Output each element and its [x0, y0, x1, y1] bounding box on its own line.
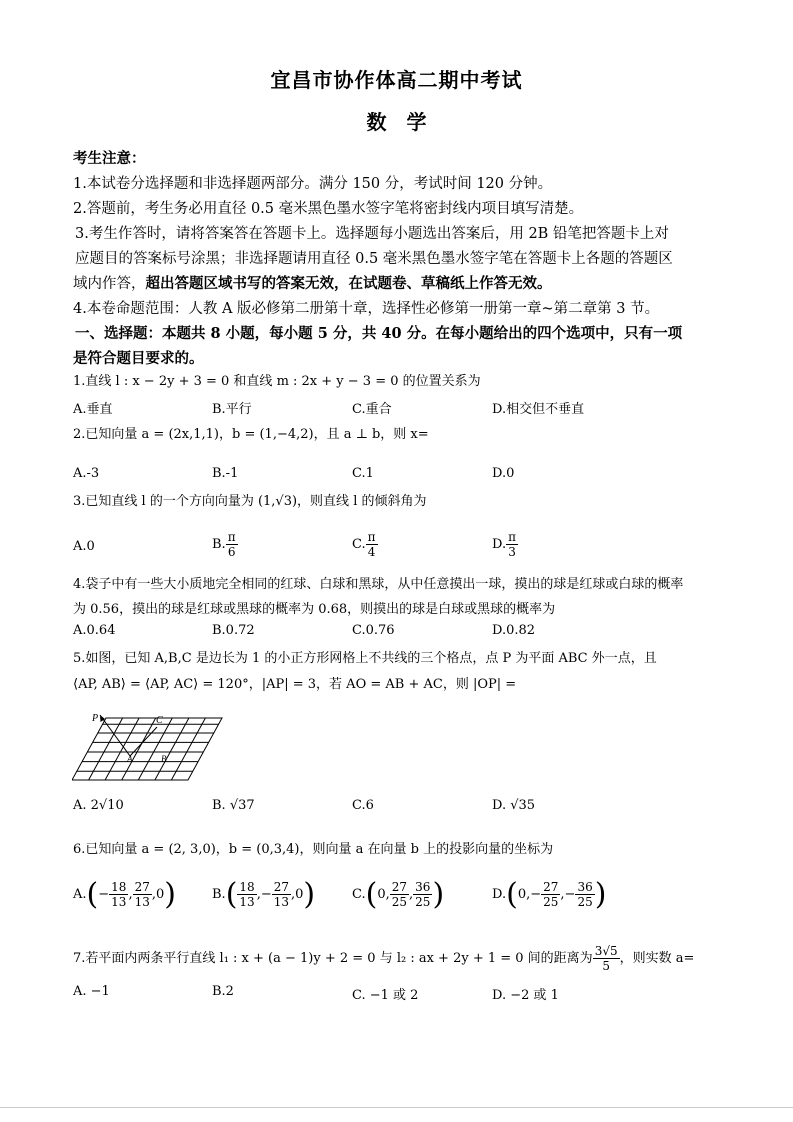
- q7-option-c: C. −1 或 2: [352, 988, 419, 1003]
- notice-heading: 考生注意：: [73, 150, 146, 167]
- q1-option-b: B.平行: [212, 402, 252, 417]
- notice-warning: 超出答题区域书写的答案无效，在试题卷、草稿纸上作答无效。: [145, 275, 552, 292]
- q3-option-b: B. $\frac{\pi}{6}$: [212, 530, 236, 559]
- q7-option-a: A. −1: [73, 984, 110, 999]
- notice-text: 域内作答，: [73, 276, 146, 292]
- q4-option-a: A.0.64: [73, 623, 116, 638]
- q5-option-c: C.6: [352, 798, 374, 813]
- q1-option-d: D.相交但不垂直: [492, 402, 585, 417]
- q6-option-b: B.( $\frac{18}{13}$ ,− $\frac{27}{13}$ ,0): [212, 877, 316, 912]
- question-2-stem: 2.已知向量 a = (2x,1,1)，b = (1,−4,2)，且 a ⊥ b，则 x=: [73, 427, 429, 442]
- notice-line: 1.本试卷分选择题和非选择题两部分。满分 150 分，考试时间 120 分钟。: [73, 176, 553, 192]
- question-5-line: 5.如图，已知 A,B,C 是边长为 1 的小正方形网格上不共线的三个格点，点 P 为平面 ABC 外一点，且: [73, 651, 657, 666]
- question-3-stem: 3.已知直线 l 的一个方向向量为 (1,√3)，则直线 l 的倾斜角为: [73, 494, 427, 509]
- q7-option-b: B.2: [212, 984, 234, 999]
- label-b: B: [161, 754, 167, 764]
- q4-option-b: B.0.72: [212, 623, 255, 638]
- q5-option-a: A. 2√10: [73, 798, 124, 813]
- q2-option-c: C.1: [352, 466, 374, 481]
- q6-option-c: C.(0, $\frac{27}{25}$ , $\frac{36}{25}$ ): [352, 877, 445, 912]
- grid-figure: [72, 710, 227, 785]
- q3-option-d: D. $\frac{\pi}{3}$: [492, 530, 516, 559]
- q2-option-b: B.-1: [212, 466, 239, 481]
- page-title: 宜昌市协作体高二期中考试: [270, 68, 523, 92]
- notice-line: 3.考生作答时，请将答案答在答题卡上。选择题每小题选出答案后，用 2B 铅笔把答题卡上对: [75, 226, 669, 242]
- page-bottom-divider: [0, 1107, 793, 1108]
- question-4-line: 为 0.56，摸出的球是红球或黑球的概率为 0.68，则摸出的球是白球或黑球的概率为: [73, 602, 556, 617]
- section-heading: 是符合题目要求的。: [73, 350, 204, 367]
- q7-option-d: D. −2 或 1: [492, 988, 559, 1003]
- label-c: C: [156, 715, 163, 726]
- q2-option-a: A.-3: [73, 466, 100, 481]
- q2-option-d: D.0: [492, 466, 515, 481]
- notice-line: [73, 272, 552, 293]
- notice-line: 4.本卷命题范围：人教 A 版必修第二册第十章，选择性必修第一册第一章~第二章第 3 节。: [73, 301, 660, 317]
- q4-option-c: C.0.76: [352, 623, 395, 638]
- question-5-line: ⟨AP, AB⟩ = ⟨AP, AC⟩ = 120°，|AP| = 3，若 AO = AB + AC，则 |OP| =: [73, 677, 517, 692]
- subject-title: 数 学: [366, 110, 427, 134]
- q5-option-b: B. √37: [212, 798, 255, 813]
- label-p: P: [92, 713, 99, 724]
- section-heading: 一、选择题：本题共 8 小题，每小题 5 分，共 40 分。在每小题给出的四个选项中，只有一项: [75, 325, 683, 342]
- q3-option-c: C. $\frac{\pi}{4}$: [352, 530, 376, 559]
- q4-option-d: D.0.82: [492, 623, 536, 638]
- notice-line: 应题目的答案标号涂黑；非选择题请用直径 0.5 毫米黑色墨水签字笔在答题卡上各题的答题区: [75, 251, 673, 267]
- label-a: A: [127, 754, 133, 764]
- q1-option-a: A.垂直: [73, 402, 113, 417]
- line-ap: [100, 715, 130, 756]
- question-7-stem: 7.若平面内两条平行直线 l₁ : x + (a − 1)y + 2 = 0 与 l₂ : ax + 2y + 1 = 0 间的距离为 $\frac{3√5}{5}$ ，则实数 a=: [73, 944, 695, 973]
- question-6-stem: 6.已知向量 a = (2, 3,0)，b = (0,3,4)，则向量 a 在向量 b 上的投影向量的坐标为: [73, 842, 554, 857]
- q1-option-c: C.重合: [352, 402, 392, 417]
- question-1-stem: 1.直线 l : x − 2y + 3 = 0 和直线 m : 2x + y − 3 = 0 的位置关系为: [73, 374, 481, 389]
- q5-option-d: D. √35: [492, 798, 536, 813]
- question-4-line: 4.袋子中有一些大小质地完全相同的红球、白球和黑球，从中任意摸出一球，摸出的球是红球或白球的概率: [73, 577, 684, 592]
- q3-option-a: A.0: [73, 539, 95, 554]
- notice-line: 2.答题前，考生务必用直径 0.5 毫米黑色墨水签字笔将密封线内项目填写清楚。: [73, 201, 584, 217]
- q6-option-a: A.(− $\frac{18}{13}$ , $\frac{27}{13}$ ,0): [73, 877, 176, 912]
- q6-option-d: D.(0,− $\frac{27}{25}$ ,− $\frac{36}{25}$ ): [492, 877, 607, 912]
